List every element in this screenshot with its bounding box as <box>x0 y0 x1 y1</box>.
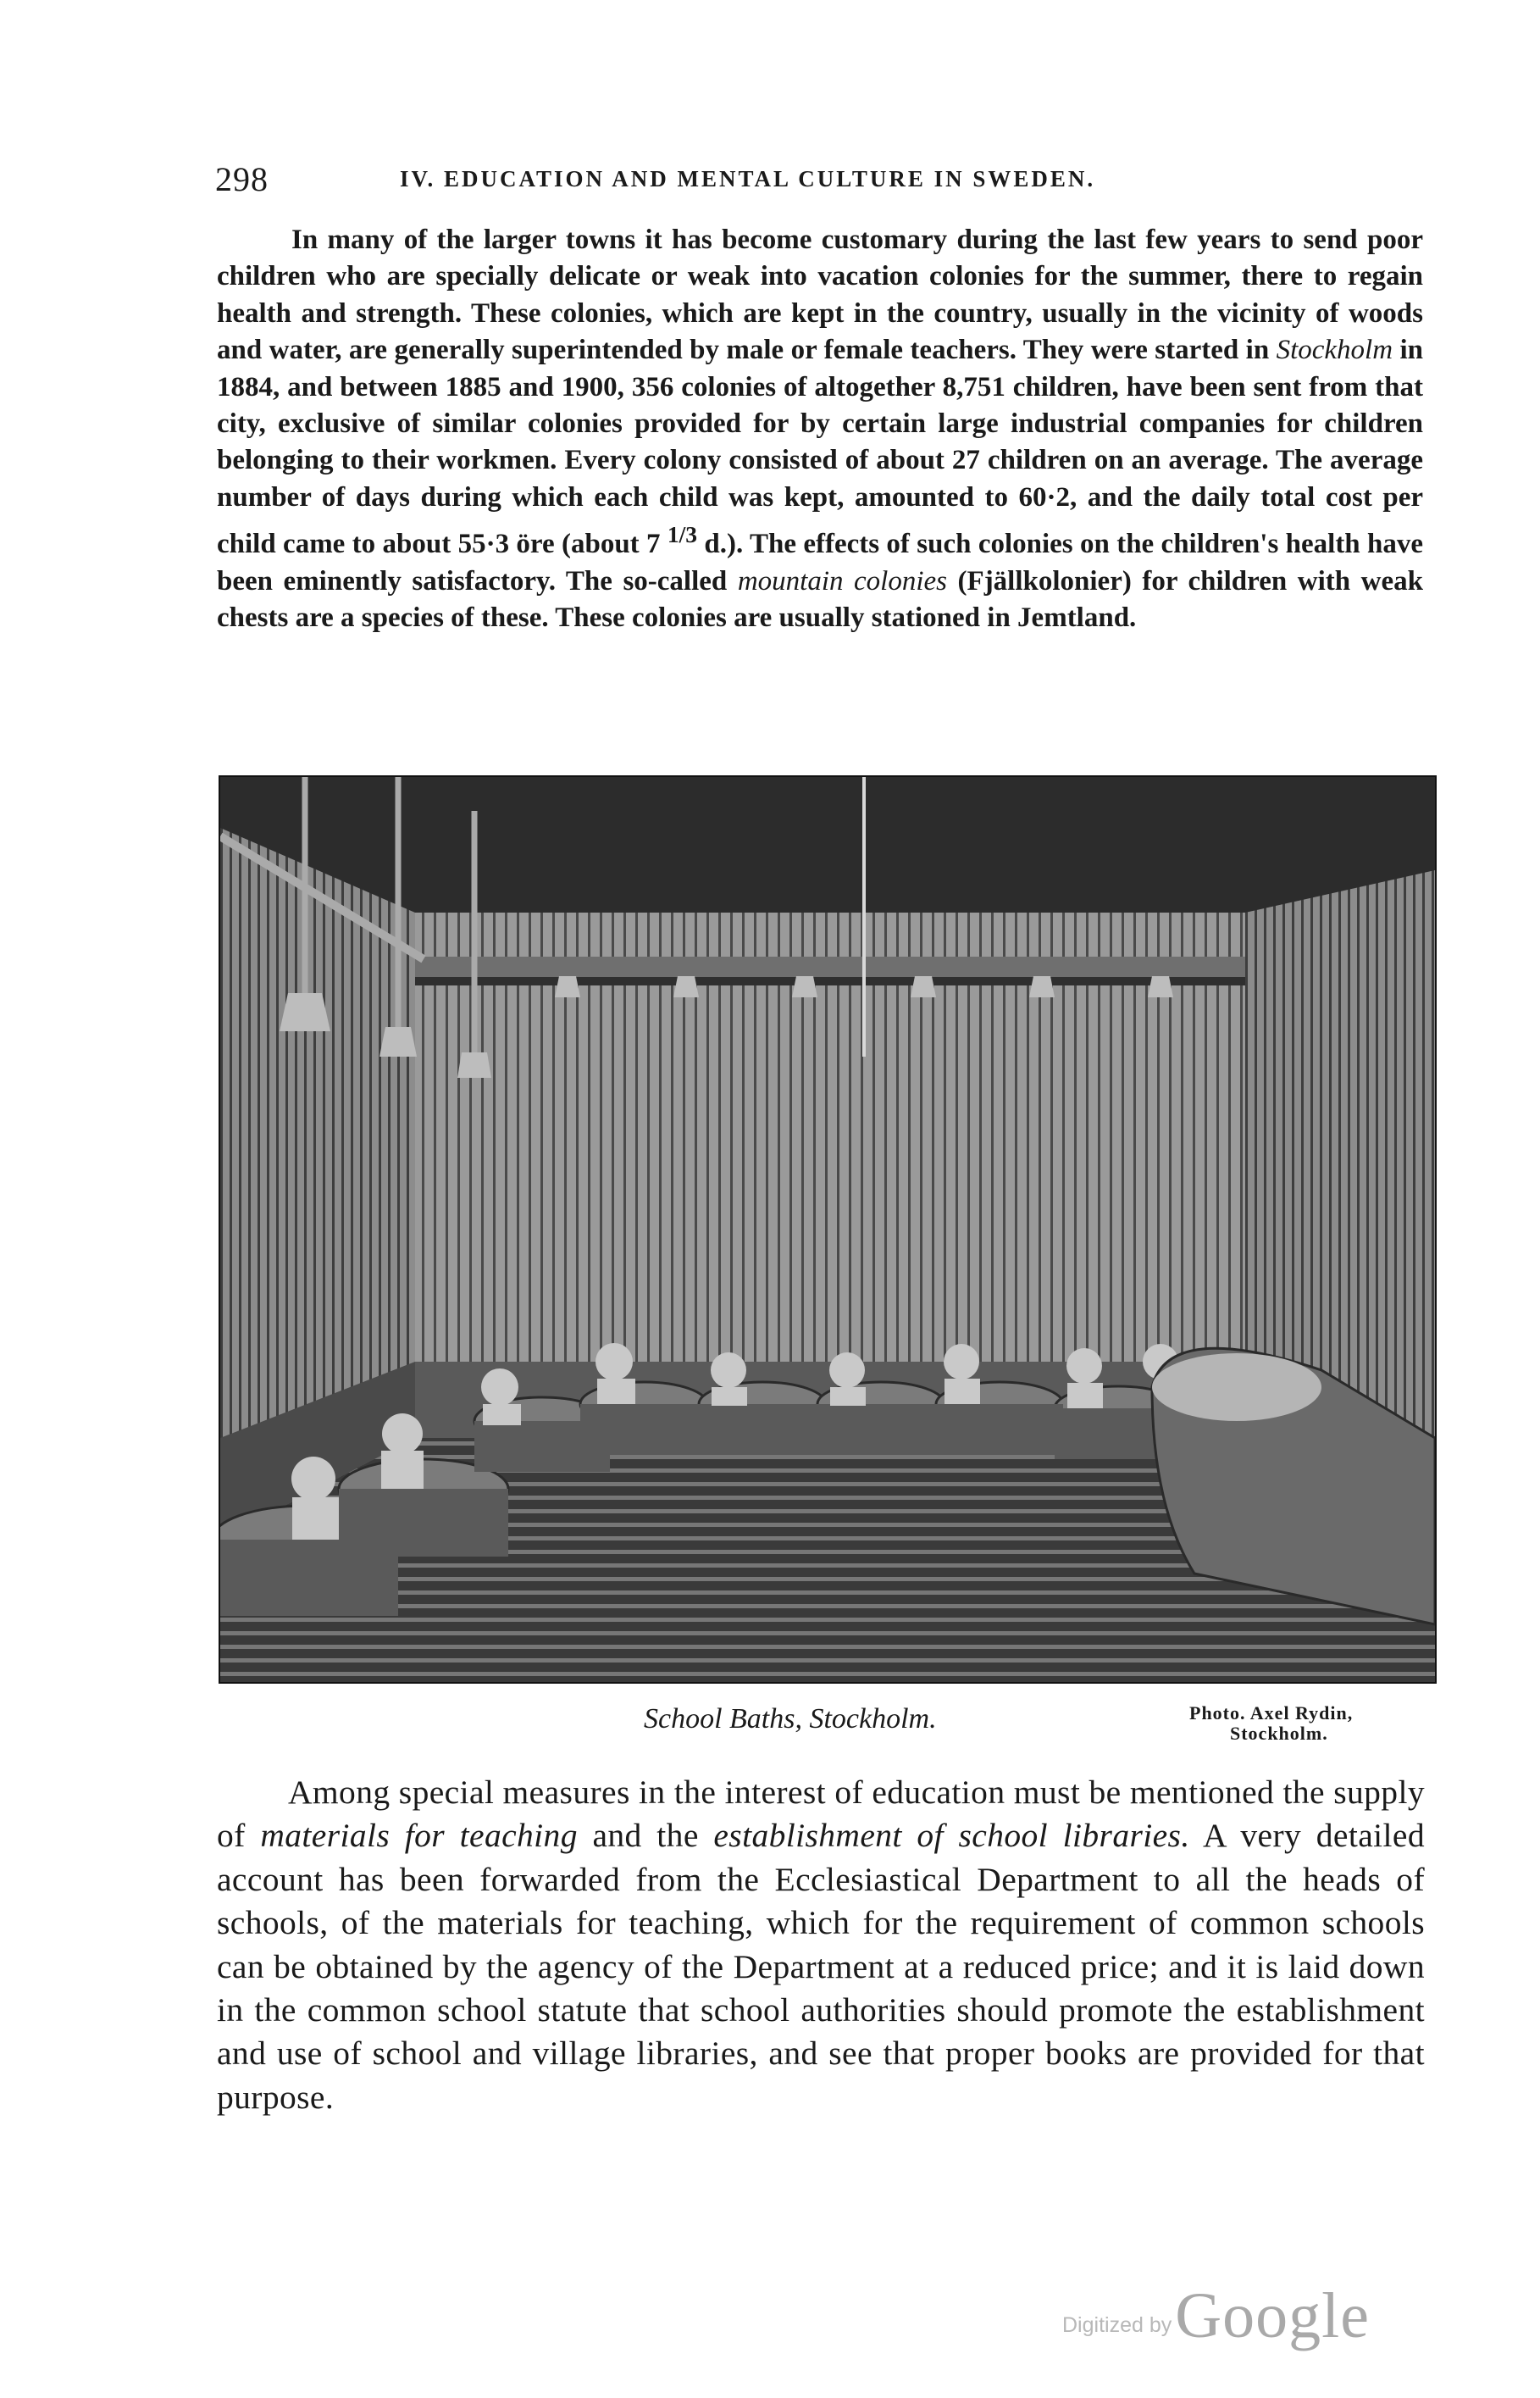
bold-term: vacation colonies <box>817 261 1024 292</box>
text-run: (Fjällkolonier) for children with weak chests are a species of these. These colonies are usually stationed in Jemtland. <box>217 565 1423 634</box>
photo-credit <box>1189 1703 1435 1744</box>
school-baths-photo <box>219 775 1437 1684</box>
page-number: 298 <box>215 160 269 198</box>
photo-illustration <box>220 777 1435 1682</box>
google-logo-text: Google <box>1175 2280 1370 2351</box>
italic-place: Stockholm <box>1276 335 1393 366</box>
italic-term: materials for teaching <box>260 1817 578 1855</box>
italic-term: mountain colonies <box>737 565 947 597</box>
watermark-small-text: Digitized by <box>1062 2313 1172 2337</box>
running-head <box>215 159 1426 202</box>
text-run: in 1884, and between 1885 and 1900, 356 colonies of altogether 8,751 children, have been sent from that city, exclusive of similar colonies provided for by certain large industrial companies for children belonging to their workmen. Every colony consisted of about 27 children on an average. The average number of days during which each child was kept, amounted to 60·2, and the daily total cost per child came to about 55·3 öre (about 7 <box>217 335 1423 560</box>
text-run: and the <box>577 1817 714 1855</box>
paragraph-school-libraries <box>217 1771 1425 2119</box>
paragraph-vacation-colonies <box>217 222 1423 636</box>
text-run: for the summer, there to regain health and strength. These colonies, which are kept in the country, usually in the vicinity of woods and water, are generally superintended by male or female teachers. They were started in <box>217 261 1424 366</box>
text-run: A very detailed account has been forwarded from the Ecclesiastical Department to all the heads of schools, of the materials for teaching, which for the requirement of common schools can be obtained by the agency of the Department at a reduced price; and it is laid down in the common school statute that school authorities should promote the establishment and use of school and village libraries, and see that proper books are provided for that purpose. <box>217 1817 1425 2116</box>
text-run: In many of the larger towns it has become customary during the last few years to send poor children who are specially delicate or weak into <box>217 225 1423 292</box>
fraction: 1/3 <box>667 521 698 548</box>
running-title: IV. EDUCATION AND MENTAL CULTURE IN SWEDEN. <box>400 166 1096 192</box>
photo-credit-line1: Photo. Axel Rydin, <box>1189 1702 1354 1724</box>
photo-credit-line2: Stockholm. <box>1230 1723 1328 1744</box>
text-run: d.). The effects of such colonies on the children's health have been eminently satisfactory. The so-called <box>217 529 1424 597</box>
digitized-by-google-watermark <box>1062 2279 1370 2353</box>
figure-caption: School Baths, Stockholm. <box>644 1703 937 1735</box>
italic-term: establishment of school libraries. <box>713 1817 1190 1855</box>
text-run: Among special measures in the interest of education must be mentioned the supply of <box>217 1774 1425 1855</box>
